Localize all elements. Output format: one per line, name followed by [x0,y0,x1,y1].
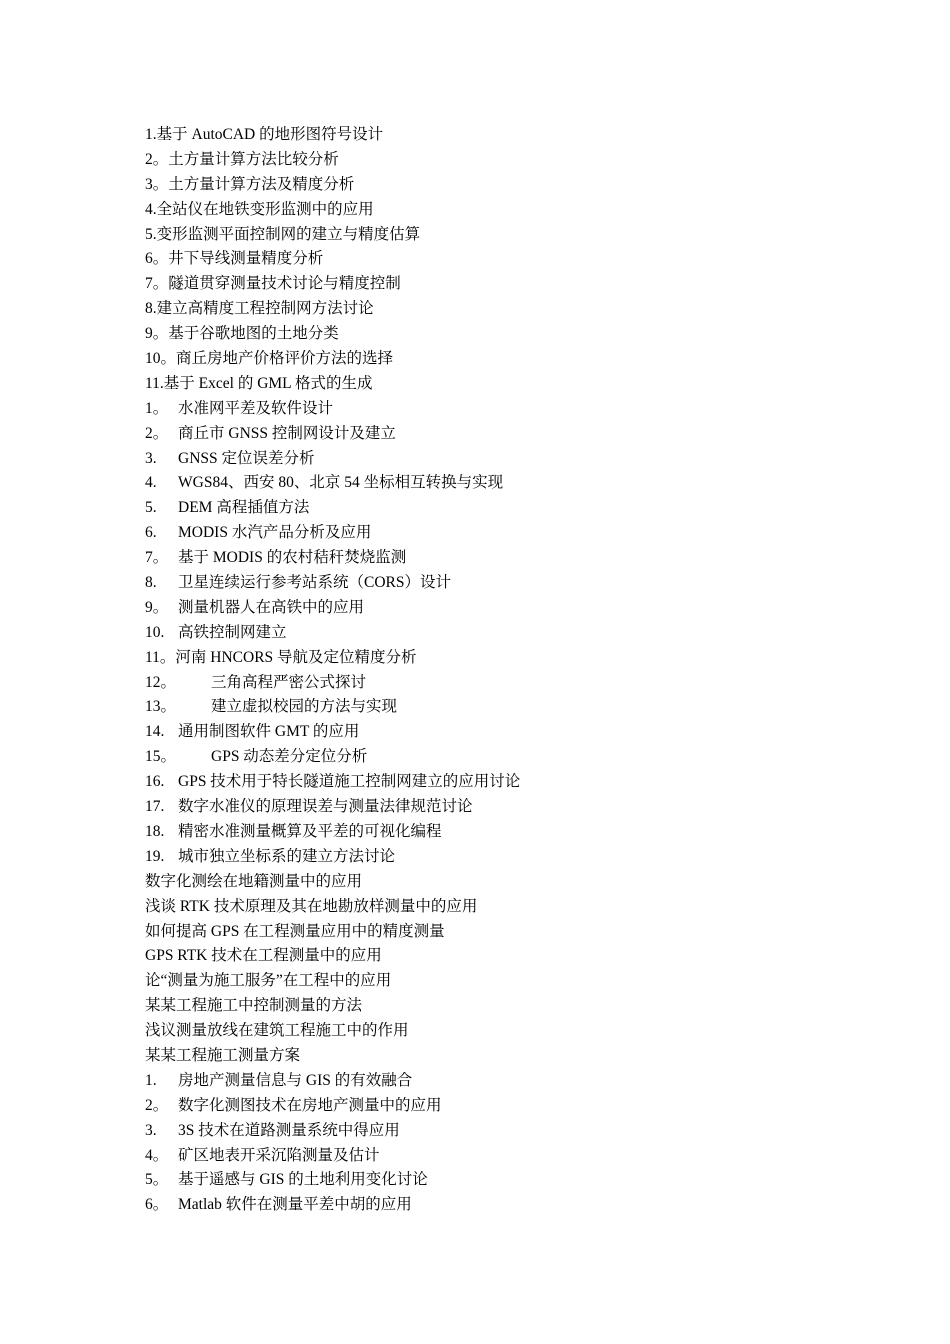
list-item [145,372,865,397]
list-item [145,546,865,571]
list-item-number: 13。 [145,698,177,716]
list-item-number: 12。 [145,673,177,691]
list-item-text: 11.基于 Excel 的 GML 格式的生成 [145,374,373,392]
list-item-text: 如何提高 GPS 在工程测量应用中的精度测量 [145,922,445,940]
list-item-number: 2。 [145,424,169,442]
list-item [145,920,865,945]
list-item-text: 城市独立坐标系的建立方法讨论 [178,847,396,865]
list-item-text: GNSS 定位误差分析 [178,449,315,467]
list-item [145,1019,865,1044]
list-item-number: 4。 [145,1146,169,1164]
list-item [145,247,865,272]
list-item-text: 某某工程施工中控制测量的方法 [145,997,363,1015]
list-item [145,969,865,994]
list-item-text: 1.基于 AutoCAD 的地形图符号设计 [145,126,384,143]
list-item-text: WGS84、西安 80、北京 54 坐标相互转换与实现 [178,474,504,492]
list-item [145,770,865,795]
list-item-number: 3. [145,1121,157,1139]
list-item-text: Matlab 软件在测量平差中胡的应用 [178,1196,412,1214]
list-item-text: 建立虚拟校园的方法与实现 [211,698,398,716]
list-item [145,621,865,646]
list-item-text: 卫星连续运行参考站系统（CORS）设计 [178,574,451,592]
list-item-text: 通用制图软件 GMT 的应用 [178,723,360,741]
list-item [145,944,865,969]
list-item [145,223,865,248]
list-item-text: 10。商丘房地产价格评价方法的选择 [145,350,394,368]
list-item-text: 7。隧道贯穿测量技术讨论与精度控制 [145,275,401,293]
list-item [145,422,865,447]
list-item [145,347,865,372]
list-item-text: 浅议测量放线在建筑工程施工中的作用 [145,1022,409,1040]
list-item-number: 1。 [145,399,169,417]
list-item [145,1119,865,1144]
list-item [145,1144,865,1169]
list-item [145,1168,865,1193]
list-item-number: 4. [145,474,157,492]
list-item-text: 3S 技术在道路测量系统中得应用 [178,1121,400,1139]
list-item-text: 5.变形监测平面控制网的建立与精度估算 [145,225,421,243]
list-item-text: 数字化测绘在地籍测量中的应用 [145,872,363,890]
list-item-number: 2。 [145,1096,169,1114]
list-item [145,198,865,223]
list-item-number: 6. [145,524,157,542]
list-item [145,671,865,696]
list-item-text: GPS 技术用于特长隧道施工控制网建立的应用讨论 [178,773,521,791]
list-item-text: 论“测量为施工服务”在工程中的应用 [145,972,392,990]
list-item [145,397,865,422]
list-item-text: GPS 动态差分定位分析 [211,748,368,766]
list-item [145,447,865,472]
list-item-text: MODIS 水汽产品分析及应用 [178,524,372,542]
list-item-text: 三角高程严密公式探讨 [211,673,367,691]
list-item-number: 8. [145,574,157,592]
list-item [145,1044,865,1069]
list-item [145,173,865,198]
list-item-text: 房地产测量信息与 GIS 的有效融合 [178,1071,413,1089]
list-item-text: 9。基于谷歌地图的土地分类 [145,325,339,343]
list-item [145,1069,865,1094]
list-item-text: 水准网平差及软件设计 [178,399,334,417]
list-item [145,148,865,173]
list-item-number: 1. [145,1071,157,1089]
list-item-text: 数字化测图技术在房地产测量中的应用 [178,1096,442,1114]
list-item [145,895,865,920]
list-item [145,695,865,720]
list-item [145,720,865,745]
list-item [145,795,865,820]
list-item [145,471,865,496]
list-item-text: 测量机器人在高铁中的应用 [178,598,365,616]
list-item-text: 3。土方量计算方法及精度分析 [145,175,355,193]
list-item-text: 精密水准测量概算及平差的可视化编程 [178,822,442,840]
list-item-text: 11。河南 HNCORS 导航及定位精度分析 [145,648,417,666]
list-item [145,1094,865,1119]
list-item-text: 基于遥感与 GIS 的土地利用变化讨论 [178,1171,428,1189]
list-item-number: 6。 [145,1196,169,1214]
list-item-text: 基于 MODIS 的农村秸秆焚烧监测 [178,549,407,567]
list-item [145,123,865,148]
list-item [145,870,865,895]
list-item-text: 8.建立高精度工程控制网方法讨论 [145,300,374,318]
list-item-number: 5。 [145,1171,169,1189]
list-item [145,297,865,322]
list-item-text: 数字水准仪的原理误差与测量法律规范讨论 [178,798,473,816]
list-item-number: 7。 [145,549,169,567]
list-item-text: 浅谈 RTK 技术原理及其在地勘放样测量中的应用 [145,897,478,915]
list-item-text: 6。井下导线测量精度分析 [145,250,324,268]
list-item [145,646,865,671]
list-item-text: 高铁控制网建立 [178,623,287,641]
list-item [145,1193,865,1218]
list-item [145,496,865,521]
list-item-text: 4.全站仪在地铁变形监测中的应用 [145,200,374,218]
list-item [145,521,865,546]
list-item [145,845,865,870]
list-item [145,272,865,297]
list-item-number: 15。 [145,748,177,766]
list-item-number: 5. [145,499,157,517]
list-item-number: 18. [145,822,165,840]
list-item-number: 14. [145,723,165,741]
list-item [145,820,865,845]
list-item-text: 矿区地表开采沉陷测量及估计 [178,1146,380,1164]
list-item-text: GPS RTK 技术在工程测量中的应用 [145,947,382,965]
list-item-number: 3. [145,449,157,467]
list-item [145,994,865,1019]
list-item-text: 商丘市 GNSS 控制网设计及建立 [178,424,396,442]
list-item-text: 某某工程施工测量方案 [145,1046,301,1064]
topic-list [145,123,865,1218]
list-item-number: 19. [145,847,165,865]
list-item [145,745,865,770]
list-item-number: 10. [145,623,165,641]
list-item-number: 9。 [145,598,169,616]
list-item-number: 16. [145,773,165,791]
list-item [145,596,865,621]
list-item [145,571,865,596]
list-item-number: 17. [145,798,165,816]
list-item-text: 2。土方量计算方法比较分析 [145,150,339,168]
list-item [145,322,865,347]
list-item-text: DEM 高程插值方法 [178,499,310,517]
